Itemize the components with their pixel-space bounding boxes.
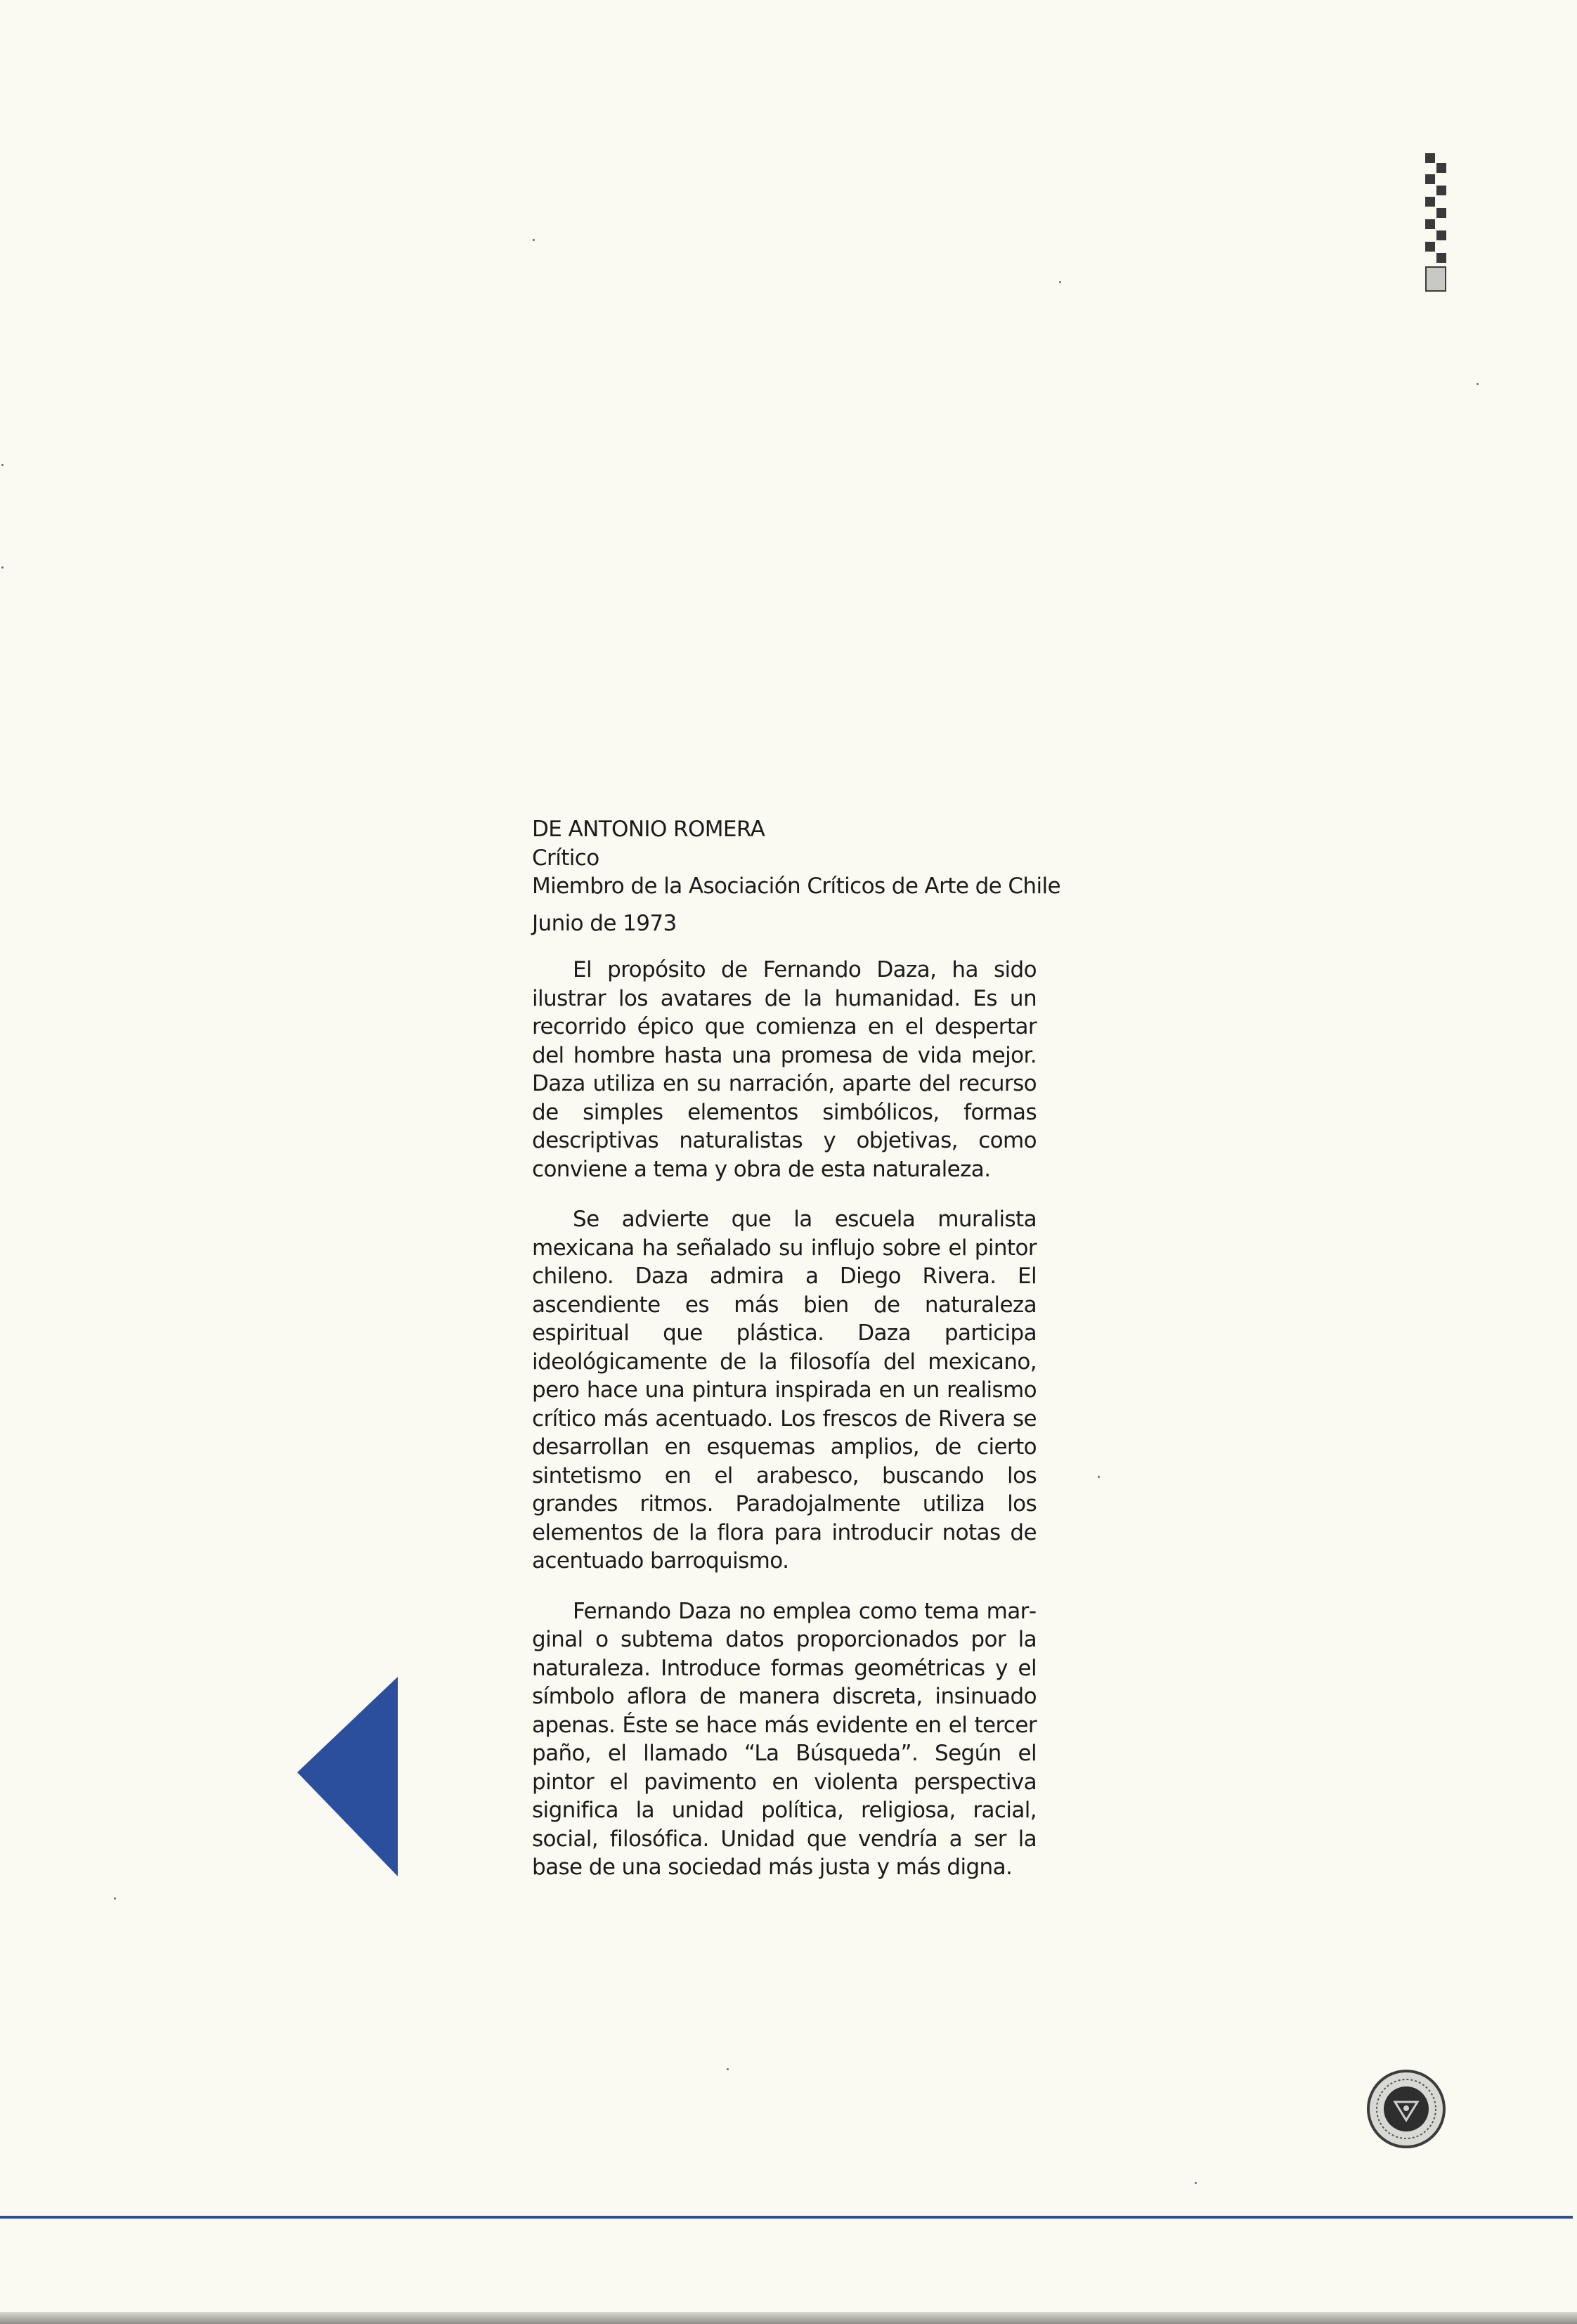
author-heading: DE ANTONIO ROMERA <box>532 817 765 842</box>
circular-stamp-seal-icon <box>1365 2068 1447 2150</box>
article-paragraph: Se advierte que la escuela muralista mexicana ha señalado su influjo sobre el pintor chileno. Daza admira a Diego Rivera. El ascendiente es más bien de naturaleza espiritual que plástica. Daza participa ideológicamente de la filosofía del mexicano, pero hace una pintura inspirada en un realismo crítico más acentuado. Los frescos de Rivera se desarrollan en esquemas amplios, de cierto sintetismo en el arabesco, buscando los grandes ritmos. Paradojalmente utiliza los elementos de la flora para introducir notas de acentuado barroquismo. <box>532 1207 1037 1573</box>
paper-speck <box>1195 2182 1197 2184</box>
checkerboard-strip-icon <box>1425 153 1451 294</box>
author-role: Crítico <box>532 845 599 871</box>
left-pointing-triangle-icon <box>297 1677 398 1876</box>
paper-speck <box>1 566 4 569</box>
paper-speck <box>727 2068 729 2070</box>
article-paragraph: El propósito de Fernando Daza, ha sido ilustrar los avatares de la humanidad. Es un recorrido épico que comienza en el despertar del hombre hasta una promesa de vida mejor. Daza utiliza en su narración, aparte del recurso de simples elementos simbólicos, formas descriptivas naturalistas y objetivas, como conviene a tema y obra de esta naturaleza. <box>532 957 1037 1182</box>
page-bottom-edge <box>0 2312 1577 2324</box>
paper-speck <box>1 464 4 466</box>
paper-speck <box>1098 1476 1100 1478</box>
paper-speck <box>533 239 535 241</box>
bottom-blue-rule <box>0 2216 1573 2219</box>
paper-speck <box>1059 281 1061 283</box>
paper-speck <box>1477 383 1479 385</box>
paper-speck <box>114 1897 116 1900</box>
author-affiliation: Miembro de la Asociación Críticos de Arte de Chile <box>532 874 1060 899</box>
article-text <box>532 815 1060 1882</box>
article-date: Junio de 1973 <box>532 910 677 936</box>
article-paragraph: Fernando Daza no emplea como tema marginal o subtema datos proporcionados por la naturaleza. Introduce formas geométricas y el símbolo aflora de manera discreta, insinuado apenas. Éste se hace más evidente en el tercer paño, el llamado “La Búsqueda”. Según el pintor el pavimento en violenta perspectiva significa la unidad política, religiosa, racial, social, filosófica. Unidad que vendría a ser la base de una sociedad más justa y más digna. <box>532 1598 1037 1880</box>
